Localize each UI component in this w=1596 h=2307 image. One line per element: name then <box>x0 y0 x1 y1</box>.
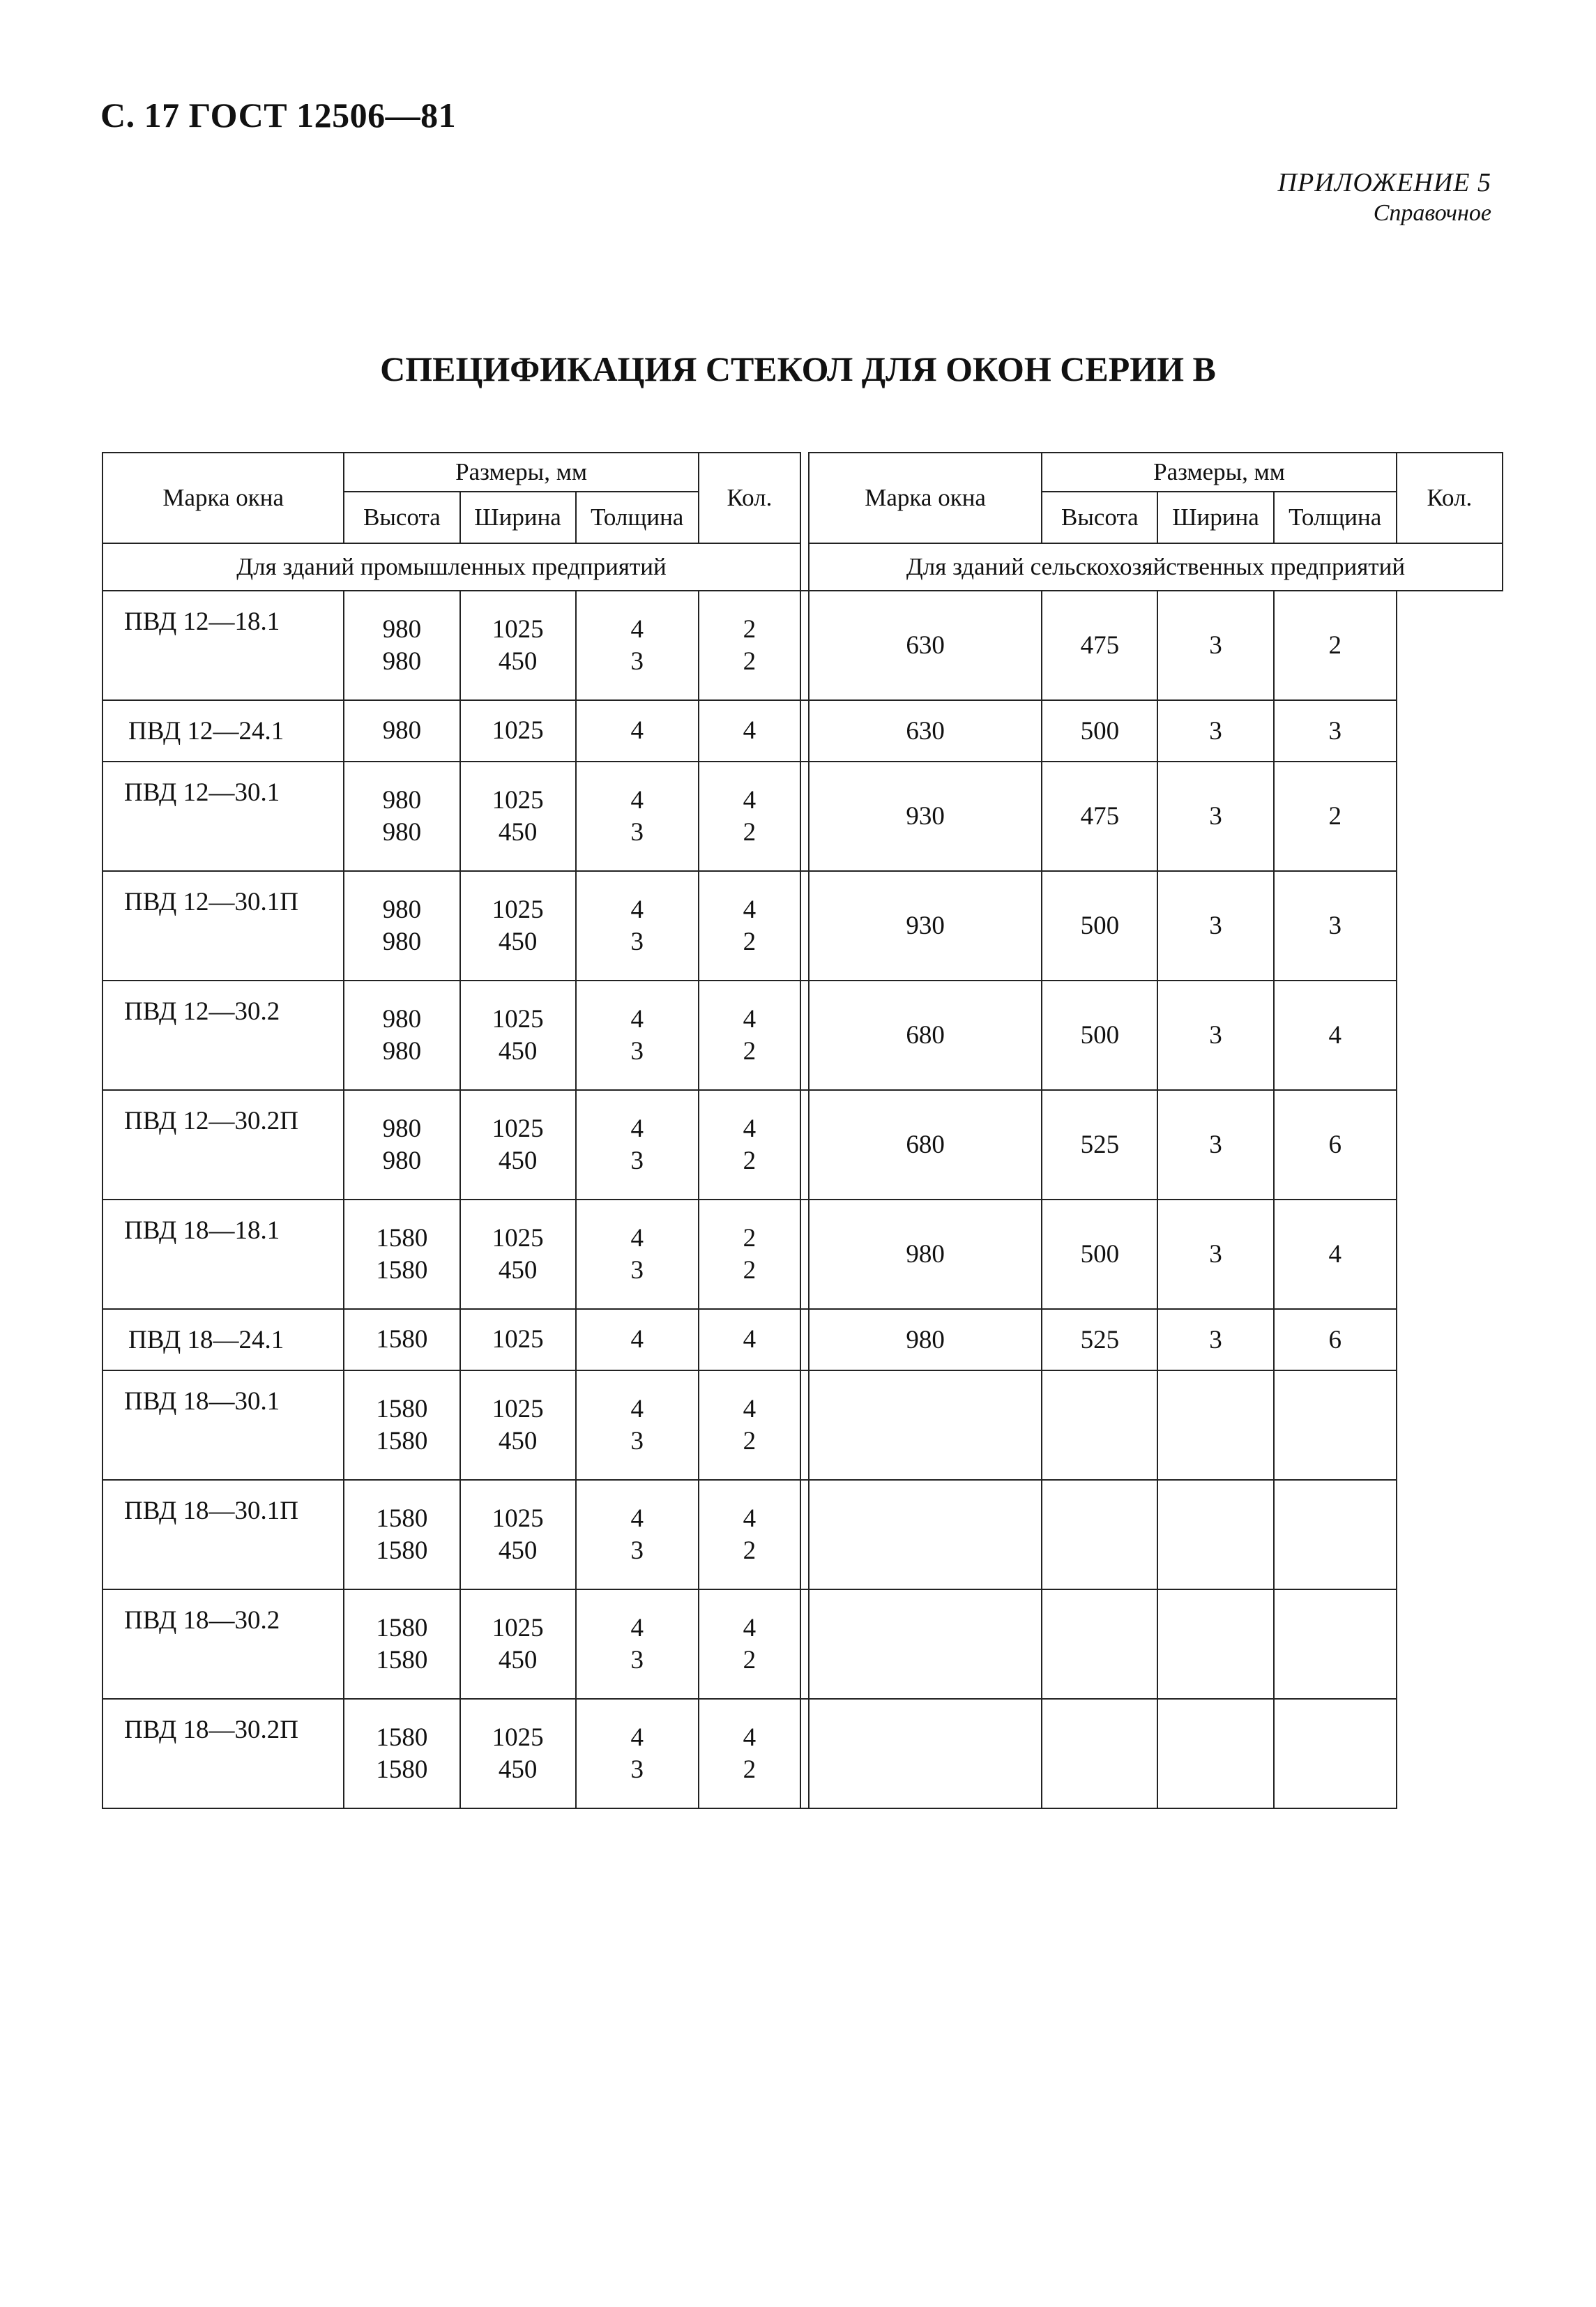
left-mark-cell: ПВД 12—30.2 <box>102 981 344 1090</box>
cell-value: 4 <box>743 1004 757 1034</box>
left-h-cell <box>344 1200 459 1309</box>
cell-value: 4 <box>630 1223 644 1253</box>
cell-value: 4 <box>630 1723 644 1752</box>
left-q-cell <box>699 871 800 981</box>
cell-value: 450 <box>498 817 538 847</box>
cell-value: 4 <box>743 1114 757 1143</box>
right-w-cell: 525 <box>1042 1309 1157 1370</box>
right-q-cell <box>1274 1589 1397 1699</box>
header-width-right: Ширина <box>1157 492 1273 543</box>
right-t-cell: 3 <box>1157 762 1273 871</box>
right-q-cell: 3 <box>1274 700 1397 762</box>
right-w-cell: 500 <box>1042 981 1157 1090</box>
table-row <box>102 762 1503 871</box>
cell-value: 1025 <box>492 1223 544 1253</box>
cell-value: 980 <box>382 927 422 956</box>
cell-value: 1580 <box>376 1504 428 1533</box>
cell-value: 2 <box>743 817 757 847</box>
left-t-cell <box>576 591 699 700</box>
cell-value: 1025 <box>492 716 544 745</box>
left-w-cell <box>460 700 576 762</box>
right-h-cell: 930 <box>809 871 1042 981</box>
right-t-cell: 3 <box>1157 591 1273 700</box>
table-row <box>102 1200 1503 1309</box>
left-h-cell <box>344 1090 459 1200</box>
left-w-cell <box>460 591 576 700</box>
right-w-cell: 500 <box>1042 871 1157 981</box>
cell-value: 980 <box>382 817 422 847</box>
cell-value: 4 <box>743 895 757 924</box>
cell-value: 2 <box>743 1146 757 1175</box>
right-q-cell: 6 <box>1274 1090 1397 1200</box>
left-t-cell <box>576 1370 699 1480</box>
header-height-left: Высота <box>344 492 459 543</box>
right-mark-cell <box>800 700 809 762</box>
left-q-cell <box>699 1090 800 1200</box>
cell-value: 1025 <box>492 1613 544 1642</box>
right-w-cell: 500 <box>1042 700 1157 762</box>
right-mark-cell <box>800 1200 809 1309</box>
left-h-cell <box>344 1699 459 1808</box>
header-sizes-left: Размеры, мм <box>344 453 698 492</box>
left-h-cell <box>344 762 459 871</box>
left-h-cell <box>344 871 459 981</box>
right-q-cell <box>1274 1370 1397 1480</box>
left-q-cell <box>699 700 800 762</box>
left-t-cell <box>576 1480 699 1589</box>
header-thickness-right: Толщина <box>1274 492 1397 543</box>
page-header: С. 17 ГОСТ 12506—81 <box>100 96 457 135</box>
cell-value: 2 <box>743 1223 757 1253</box>
cell-value: 2 <box>743 1536 757 1565</box>
right-mark-cell <box>800 871 809 981</box>
cell-value: 2 <box>743 1426 757 1455</box>
right-mark-cell <box>800 1090 809 1200</box>
left-t-cell <box>576 762 699 871</box>
header-mark-right: Марка окна <box>809 453 1042 543</box>
right-q-cell: 6 <box>1274 1309 1397 1370</box>
cell-value: 3 <box>630 646 644 676</box>
appendix-block <box>1278 167 1491 227</box>
right-h-cell: 630 <box>809 700 1042 762</box>
right-h-cell: 930 <box>809 762 1042 871</box>
cell-value: 1025 <box>492 614 544 644</box>
header-qty-right: Кол. <box>1397 453 1503 543</box>
right-w-cell <box>1042 1480 1157 1589</box>
left-h-cell <box>344 981 459 1090</box>
right-mark-cell <box>800 1480 809 1589</box>
cell-value: 4 <box>630 716 644 745</box>
cell-value: 980 <box>382 1146 422 1175</box>
right-t-cell: 3 <box>1157 1090 1273 1200</box>
left-w-cell <box>460 762 576 871</box>
left-h-cell <box>344 1309 459 1370</box>
left-w-cell <box>460 1090 576 1200</box>
right-t-cell <box>1157 1699 1273 1808</box>
left-mark-cell: ПВД 12—24.1 <box>102 700 344 762</box>
cell-value: 4 <box>630 1114 644 1143</box>
cell-value: 3 <box>630 1036 644 1066</box>
left-q-cell <box>699 591 800 700</box>
cell-value: 450 <box>498 1146 538 1175</box>
cell-value: 1025 <box>492 1004 544 1034</box>
cell-value: 4 <box>630 895 644 924</box>
header-qty-left: Кол. <box>699 453 800 543</box>
table-row <box>102 871 1503 981</box>
cell-value: 4 <box>630 1613 644 1642</box>
right-q-cell <box>1274 1699 1397 1808</box>
cell-value: 980 <box>382 1114 422 1143</box>
cell-value: 1025 <box>492 895 544 924</box>
table-row <box>102 1589 1503 1699</box>
header-thickness-left: Толщина <box>576 492 699 543</box>
table-row <box>102 1480 1503 1589</box>
right-h-cell: 680 <box>809 981 1042 1090</box>
cell-value: 4 <box>630 614 644 644</box>
right-w-cell: 475 <box>1042 762 1157 871</box>
cell-value: 1580 <box>376 1426 428 1455</box>
right-w-cell <box>1042 1589 1157 1699</box>
cell-value: 980 <box>382 1004 422 1034</box>
right-t-cell <box>1157 1480 1273 1589</box>
appendix-title: ПРИЛОЖЕНИЕ 5 <box>1277 168 1491 197</box>
left-h-cell <box>344 591 459 700</box>
cell-value: 980 <box>382 895 422 924</box>
cell-value: 4 <box>630 1004 644 1034</box>
cell-value: 3 <box>630 1255 644 1285</box>
cell-value: 4 <box>743 716 757 745</box>
glass-spec-table <box>102 452 1503 1809</box>
cell-value: 1025 <box>492 1394 544 1423</box>
cell-value: 450 <box>498 1426 538 1455</box>
left-w-cell <box>460 981 576 1090</box>
cell-value: 980 <box>382 785 422 815</box>
cell-value: 4 <box>630 1394 644 1423</box>
cell-value: 1580 <box>376 1255 428 1285</box>
cell-value: 450 <box>498 927 538 956</box>
left-h-cell <box>344 700 459 762</box>
cell-value: 450 <box>498 1536 538 1565</box>
left-w-cell <box>460 1480 576 1589</box>
right-w-cell: 500 <box>1042 1200 1157 1309</box>
right-h-cell <box>809 1370 1042 1480</box>
left-q-cell <box>699 1699 800 1808</box>
cell-value: 1025 <box>492 1723 544 1752</box>
right-t-cell <box>1157 1370 1273 1480</box>
cell-value: 1580 <box>376 1645 428 1674</box>
cell-value: 4 <box>743 1325 757 1354</box>
right-t-cell <box>1157 1589 1273 1699</box>
left-q-cell <box>699 1480 800 1589</box>
cell-value: 4 <box>743 785 757 815</box>
cell-value: 3 <box>630 927 644 956</box>
left-mark-cell: ПВД 12—30.1П <box>102 871 344 981</box>
left-w-cell <box>460 1200 576 1309</box>
cell-value: 1580 <box>376 1223 428 1253</box>
right-mark-cell <box>800 981 809 1090</box>
left-h-cell <box>344 1370 459 1480</box>
right-t-cell: 3 <box>1157 1200 1273 1309</box>
cell-value: 4 <box>743 1504 757 1533</box>
left-w-cell <box>460 1699 576 1808</box>
right-h-cell <box>809 1699 1042 1808</box>
left-t-cell <box>576 871 699 981</box>
cell-value: 2 <box>743 1645 757 1674</box>
cell-value: 1025 <box>492 785 544 815</box>
right-q-cell: 4 <box>1274 1200 1397 1309</box>
left-mark-cell: ПВД 12—30.1 <box>102 762 344 871</box>
left-q-cell <box>699 762 800 871</box>
left-w-cell <box>460 1589 576 1699</box>
cell-value: 4 <box>630 1325 644 1354</box>
right-t-cell: 3 <box>1157 700 1273 762</box>
table-row <box>102 591 1503 700</box>
right-mark-cell <box>800 1589 809 1699</box>
table-row <box>102 1699 1503 1808</box>
right-h-cell: 980 <box>809 1200 1042 1309</box>
cell-value: 2 <box>743 1755 757 1784</box>
left-mark-cell: ПВД 18—24.1 <box>102 1309 344 1370</box>
cell-value: 3 <box>630 1645 644 1674</box>
cell-value: 2 <box>743 1036 757 1066</box>
right-h-cell: 680 <box>809 1090 1042 1200</box>
cell-value: 2 <box>743 646 757 676</box>
right-mark-cell <box>800 1699 809 1808</box>
right-mark-cell <box>800 591 809 700</box>
appendix-subtitle: Справочное <box>1373 199 1491 226</box>
cell-value: 980 <box>382 716 422 745</box>
cell-value: 1580 <box>376 1755 428 1784</box>
right-q-cell: 4 <box>1274 981 1397 1090</box>
right-h-cell: 630 <box>809 591 1042 700</box>
table-row <box>102 1309 1503 1370</box>
table-row <box>102 1090 1503 1200</box>
cell-value: 3 <box>630 1536 644 1565</box>
header-mark-left: Марка окна <box>102 453 344 543</box>
right-t-cell: 3 <box>1157 981 1273 1090</box>
table-row <box>102 700 1503 762</box>
right-t-cell: 3 <box>1157 871 1273 981</box>
left-t-cell <box>576 1090 699 1200</box>
cell-value: 3 <box>630 817 644 847</box>
cell-value: 1580 <box>376 1394 428 1423</box>
table-row <box>102 1370 1503 1480</box>
cell-value: 3 <box>630 1426 644 1455</box>
cell-value: 980 <box>382 646 422 676</box>
right-w-cell <box>1042 1370 1157 1480</box>
cell-value: 4 <box>630 785 644 815</box>
right-h-cell <box>809 1480 1042 1589</box>
header-width-left: Ширина <box>460 492 576 543</box>
column-separator <box>800 453 809 591</box>
left-mark-cell: ПВД 18—30.2П <box>102 1699 344 1808</box>
right-w-cell: 475 <box>1042 591 1157 700</box>
left-h-cell <box>344 1589 459 1699</box>
cell-value: 1025 <box>492 1114 544 1143</box>
left-t-cell <box>576 1200 699 1309</box>
cell-value: 4 <box>743 1394 757 1423</box>
left-mark-cell: ПВД 12—18.1 <box>102 591 344 700</box>
left-mark-cell: ПВД 12—30.2П <box>102 1090 344 1200</box>
left-w-cell <box>460 871 576 981</box>
document-title: СПЕЦИФИКАЦИЯ СТЕКОЛ ДЛЯ ОКОН СЕРИИ В <box>380 349 1216 388</box>
cell-value: 980 <box>382 1036 422 1066</box>
left-mark-cell: ПВД 18—30.2 <box>102 1589 344 1699</box>
left-h-cell <box>344 1480 459 1589</box>
cell-value: 4 <box>630 1504 644 1533</box>
cell-value: 450 <box>498 1645 538 1674</box>
cell-value: 4 <box>743 1723 757 1752</box>
cell-value: 1025 <box>492 1504 544 1533</box>
right-t-cell: 3 <box>1157 1309 1273 1370</box>
left-q-cell <box>699 1370 800 1480</box>
left-t-cell <box>576 1699 699 1808</box>
header-sizes-right: Размеры, мм <box>1042 453 1396 492</box>
group-agricultural: Для зданий сельскохозяйственных предприятий <box>809 543 1503 591</box>
table-body <box>102 591 1503 1808</box>
left-t-cell <box>576 981 699 1090</box>
cell-value: 4 <box>743 1613 757 1642</box>
cell-value: 2 <box>743 1255 757 1285</box>
table-header <box>102 453 1503 591</box>
right-mark-cell <box>800 762 809 871</box>
cell-value: 3 <box>630 1146 644 1175</box>
left-q-cell <box>699 1589 800 1699</box>
right-q-cell: 2 <box>1274 591 1397 700</box>
left-t-cell <box>576 700 699 762</box>
cell-value: 2 <box>743 927 757 956</box>
group-industrial: Для зданий промышленных предприятий <box>102 543 800 591</box>
right-q-cell: 2 <box>1274 762 1397 871</box>
header-height-right: Высота <box>1042 492 1157 543</box>
left-t-cell <box>576 1309 699 1370</box>
left-mark-cell: ПВД 18—30.1П <box>102 1480 344 1589</box>
cell-value: 1580 <box>376 1536 428 1565</box>
left-mark-cell: ПВД 18—18.1 <box>102 1200 344 1309</box>
cell-value: 450 <box>498 1036 538 1066</box>
cell-value: 980 <box>382 614 422 644</box>
cell-value: 450 <box>498 646 538 676</box>
right-mark-cell <box>800 1309 809 1370</box>
cell-value: 1025 <box>492 1325 544 1354</box>
left-w-cell <box>460 1370 576 1480</box>
cell-value: 450 <box>498 1755 538 1784</box>
right-h-cell: 980 <box>809 1309 1042 1370</box>
left-q-cell <box>699 981 800 1090</box>
cell-value: 450 <box>498 1255 538 1285</box>
cell-value: 2 <box>743 614 757 644</box>
right-h-cell <box>809 1589 1042 1699</box>
cell-value: 3 <box>630 1755 644 1784</box>
right-w-cell: 525 <box>1042 1090 1157 1200</box>
right-w-cell <box>1042 1699 1157 1808</box>
cell-value: 1580 <box>376 1613 428 1642</box>
table-row <box>102 981 1503 1090</box>
left-mark-cell: ПВД 18—30.1 <box>102 1370 344 1480</box>
cell-value: 1580 <box>376 1723 428 1752</box>
left-t-cell <box>576 1589 699 1699</box>
right-q-cell: 3 <box>1274 871 1397 981</box>
right-q-cell <box>1274 1480 1397 1589</box>
left-q-cell <box>699 1200 800 1309</box>
cell-value: 1580 <box>376 1325 428 1354</box>
left-q-cell <box>699 1309 800 1370</box>
right-mark-cell <box>800 1370 809 1480</box>
left-w-cell <box>460 1309 576 1370</box>
